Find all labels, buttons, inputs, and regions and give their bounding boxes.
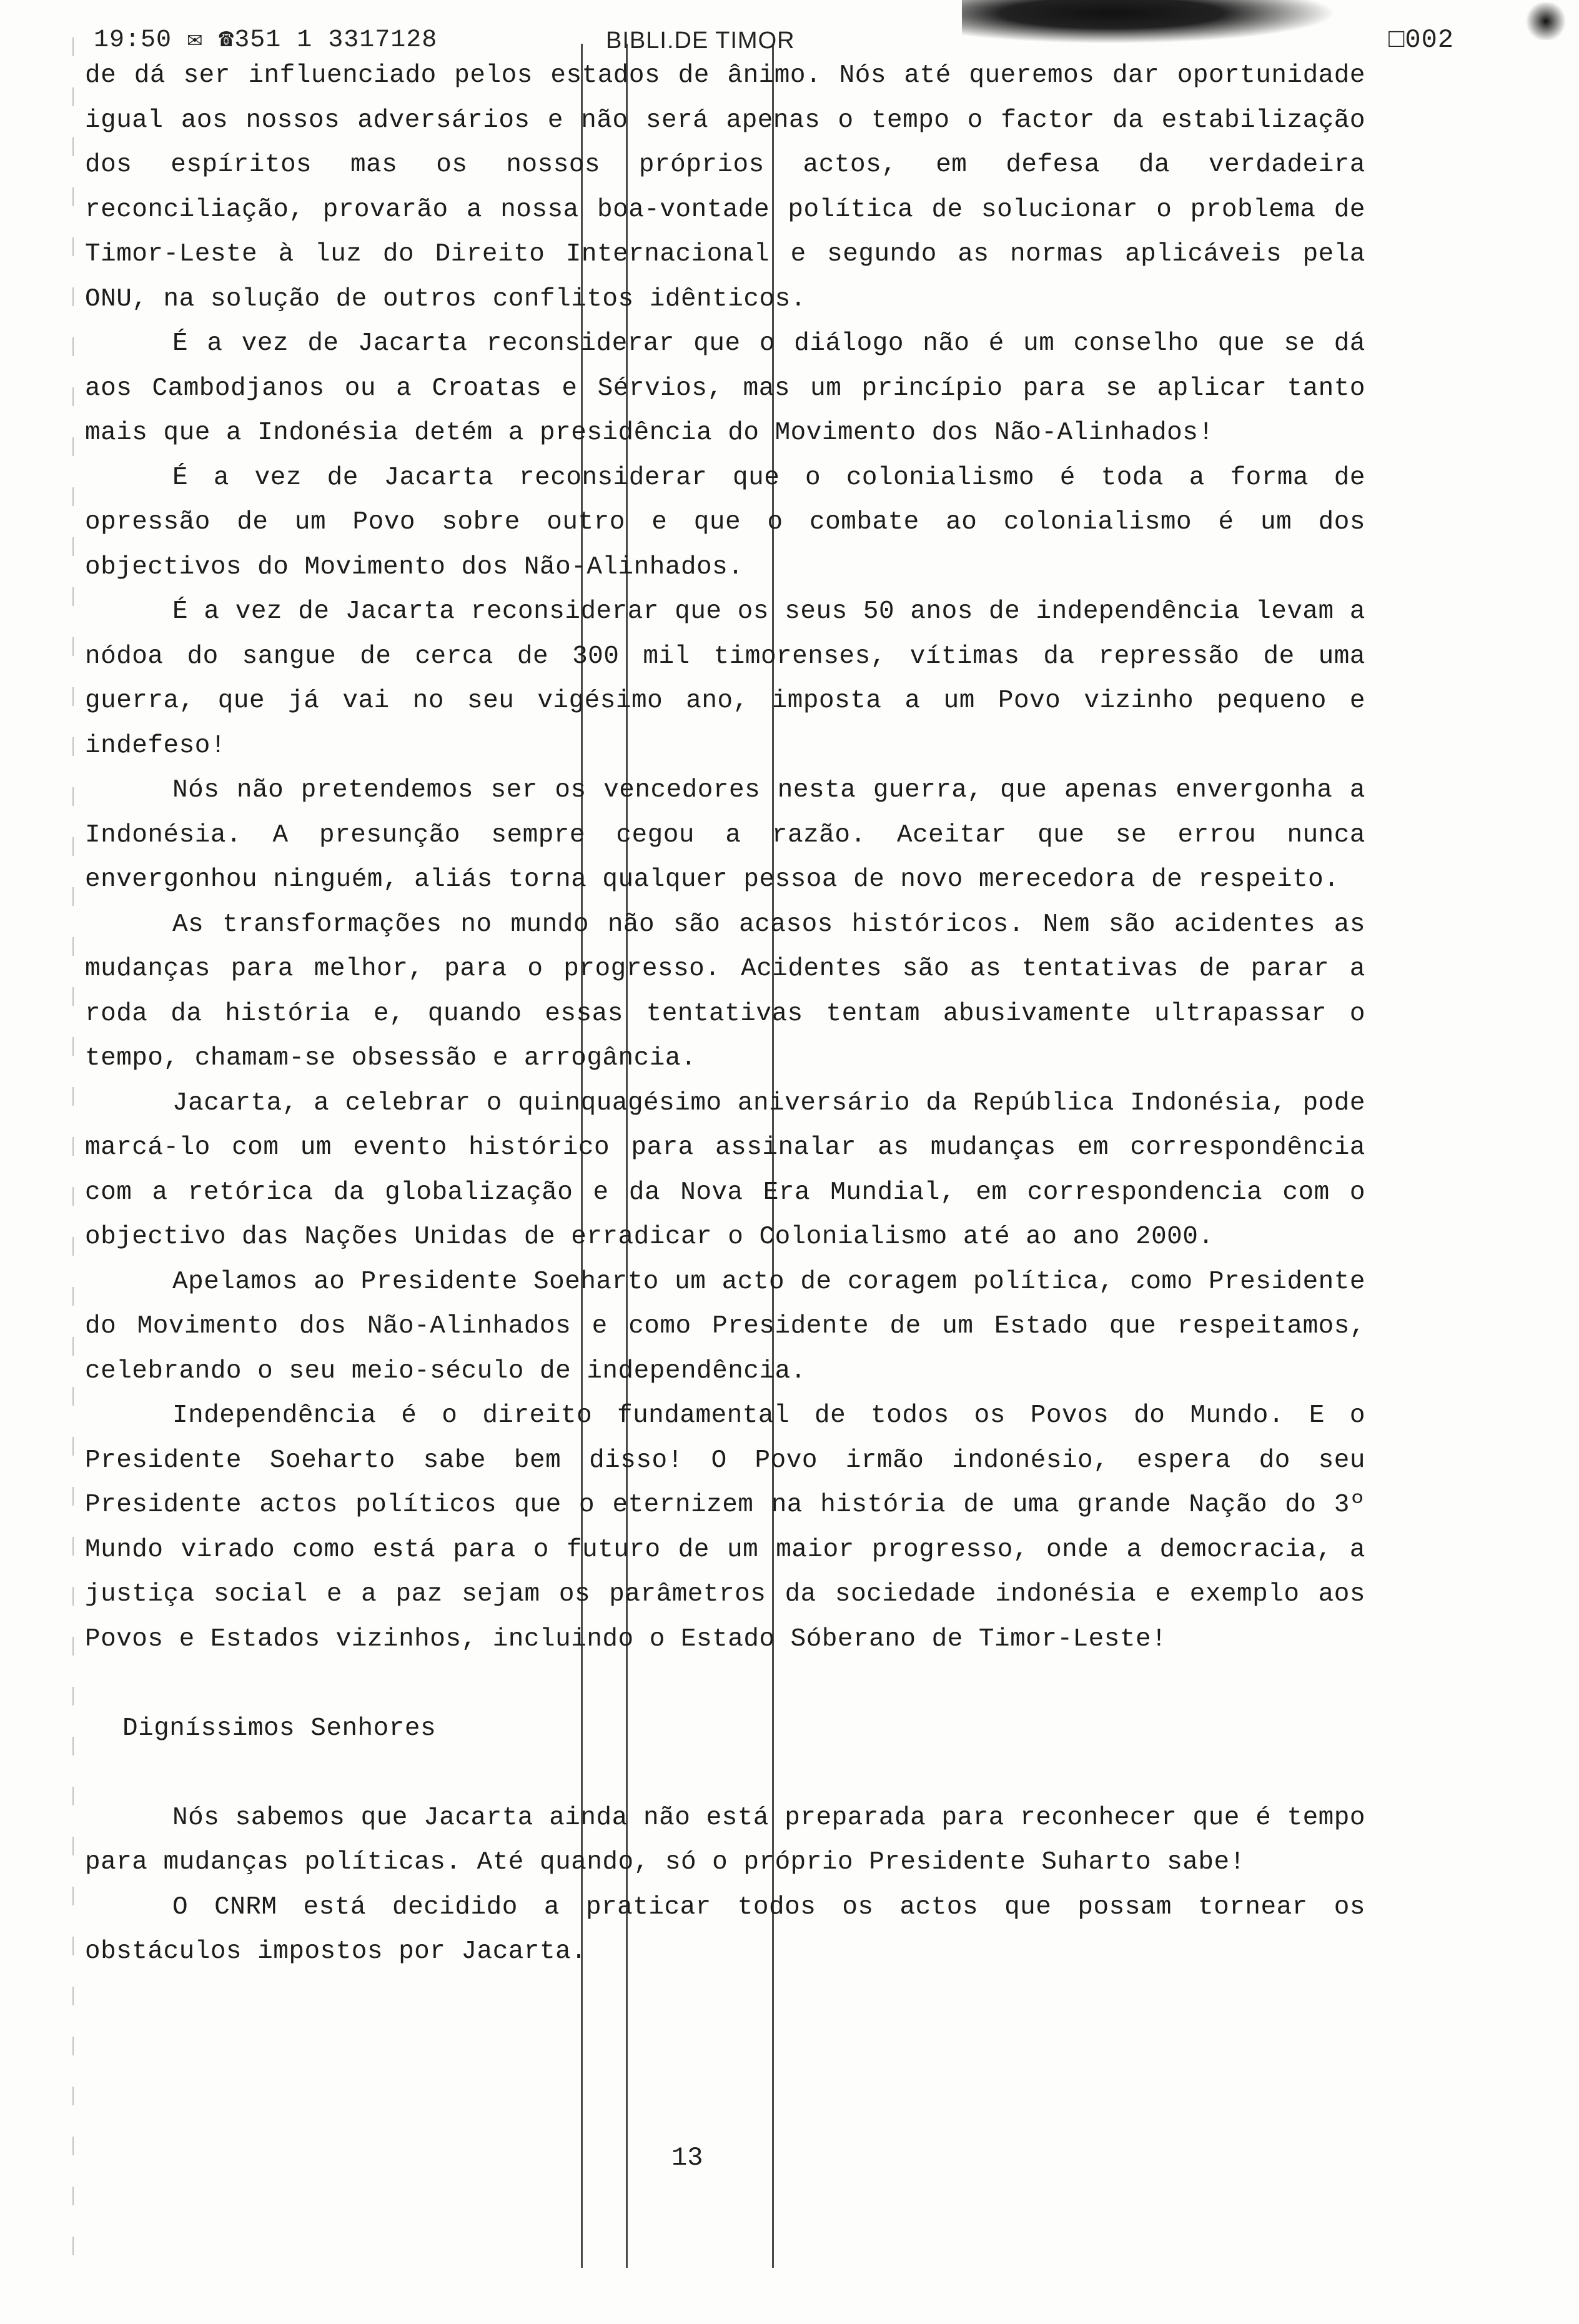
fax-header-sender: BIBLI.DE TIMOR (606, 27, 795, 54)
paragraph-2: É a vez de Jacarta reconsiderar que o diálogo não é um conselho que se dá aos Cambodjanos ou a Croatas e Sérvios, mas um princípio para se aplicar tanto mais que a Indonésia detém a presidência do Movimento dos Não-Alinhados! (85, 329, 1382, 447)
document-body (85, 54, 1382, 1975)
fax-header-left: 19:50 ✉ ☎351 1 3317128 (94, 26, 438, 54)
page-number: 13 (671, 2143, 703, 2173)
fax-transmission-header (94, 19, 1454, 56)
fax-left-edge-artifact (72, 37, 74, 2287)
paragraph-3: É a vez de Jacarta reconsiderar que o colonialismo é toda a forma de opressão de um Povo sobre outro e que o combate ao colonialismo é um dos objectivos do Movimento dos Não-Alinhados. (85, 463, 1382, 582)
closing-paragraph-1: Nós sabemos que Jacarta ainda não está preparada para reconhecer que é tempo para mudanças políticas. Até quando, só o próprio Presidente Suharto sabe! (85, 1803, 1382, 1877)
paragraph-4: É a vez de Jacarta reconsiderar que os seus 50 anos de independência levam a nódoa do sangue de cerca de 300 mil timorenses, vítimas da repressão de uma guerra, que já vai no seu vigésimo ano, imposta a um Povo vizinho pequeno e indefeso! (85, 597, 1382, 760)
paragraph-6: As transformações no mundo não são acasos históricos. Nem são acidentes as mudanças para melhor, para o progresso. Acidentes são as tentativas de parar a roda da história e, quando essas tentativas tentam abusivamente ultrapassar o tempo, chamam-se obsessão e arrogância. (85, 910, 1382, 1073)
fax-header-page: □002 (1388, 25, 1454, 55)
closing-paragraph-2: O CNRM está decidido a praticar todos os actos que possam tornear os obstáculos impostos por Jacarta. (85, 1892, 1382, 1966)
paragraph-7: Jacarta, a celebrar o quinquagésimo aniversário da República Indonésia, pode marcá-lo com um evento histórico para assinalar as mudanças em correspondência com a retórica da globalização e da Nova Era Mundial, em correspondencia com o objectivo das Nações Unidas de erradicar o Colonialismo até ao ano 2000. (85, 1088, 1382, 1251)
fax-ink-blot-corner (1524, 2, 1568, 40)
salutation-heading: Digníssimos Senhores (122, 1714, 437, 1743)
paragraph-1: de dá ser influenciado pelos estados de ânimo. Nós até queremos dar oportunidade igual aos nossos adversários e não será apenas o tempo o factor da estabilização dos espíritos mas os nossos próprios actos, em defesa da verdadeira reconciliação, provarão a nossa boa-vontade política de solucionar o problema de Timor-Leste à luz do Direito Internacional e segundo as normas aplicáveis pela ONU, na solução de outros conflitos idênticos. (85, 61, 1382, 314)
paragraph-9: Independência é o direito fundamental de todos os Povos do Mundo. E o Presidente Soeharto sabe bem disso! O Povo irmão indonésio, espera do seu Presidente actos políticos que o eternizem na história de uma grande Nação do 3º Mundo virado como está para o futuro de um maior progresso, onde a democracia, a justiça social e a paz sejam os parâmetros da sociedade indonésia e exemplo aos Povos e Estados vizinhos, incluindo o Estado Sóberano de Timor-Leste! (85, 1401, 1382, 1654)
paragraph-8: Apelamos ao Presidente Soeharto um acto de coragem política, como Presidente do Movimento dos Não-Alinhados e como Presidente de um Estado que respeitamos, celebrando o seu meio-século de independência. (85, 1267, 1382, 1386)
spacer (85, 1751, 1365, 1796)
spacer (85, 1662, 1365, 1707)
paragraph-5: Nós não pretendemos ser os vencedores nesta guerra, que apenas envergonha a Indonésia. A presunção sempre cegou a razão. Aceitar que se errou nunca envergonhou ninguém, aliás torna qualquer pessoa de novo merecedora de respeito. (85, 776, 1382, 894)
